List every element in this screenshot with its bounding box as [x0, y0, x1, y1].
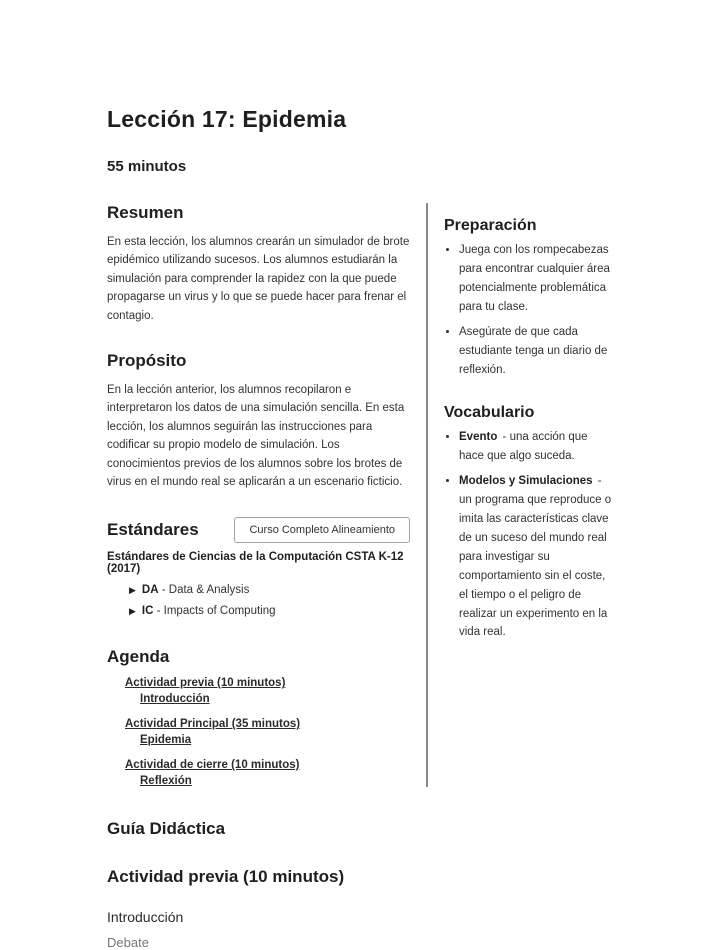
preparation-item: • Juega con los rompecabezas para encontrar cualquier área potencialmente problemática para tu clase.	[459, 241, 612, 317]
standards-heading: Estándares	[107, 520, 199, 540]
overview-section	[107, 203, 410, 325]
agenda-section	[107, 647, 410, 787]
vocabulary-term: Evento	[459, 430, 498, 443]
full-course-alignment-button[interactable]: Curso Completo Alineamiento	[234, 517, 410, 543]
triangle-right-icon: ▶	[129, 606, 136, 617]
agenda-item	[125, 718, 410, 746]
agenda-link-introduccion[interactable]: Introducción	[140, 693, 210, 706]
triangle-right-icon: ▶	[129, 585, 136, 596]
agenda-link-main-activity[interactable]: Actividad Principal (35 minutos)	[125, 718, 301, 731]
preparation-list	[444, 241, 612, 380]
standards-framework-label: Estándares de Ciencias de la Computación CSTA K-12 (2017)	[107, 551, 404, 576]
agenda-sub-item	[140, 734, 410, 746]
overview-heading: Resumen	[107, 203, 184, 222]
sidebar-column	[428, 203, 612, 787]
preparation-item: • Asegúrate de que cada estudiante tenga un diario de reflexión.	[459, 323, 612, 380]
agenda-heading: Agenda	[107, 647, 170, 667]
standard-label: - Data & Analysis	[161, 584, 250, 597]
clipped-text-line: Debate	[107, 935, 149, 950]
standards-section	[107, 517, 410, 617]
standards-header-row	[107, 517, 410, 543]
agenda-link-wrapup[interactable]: Actividad de cierre (10 minutos)	[125, 759, 300, 772]
vocabulary-list	[444, 428, 612, 643]
warmup-activity-heading: Actividad previa (10 minutos)	[107, 867, 345, 887]
standard-item-ic[interactable]	[129, 605, 410, 617]
agenda-link-reflexion[interactable]: Reflexión	[140, 775, 192, 788]
overview-body: En esta lección, los alumnos crearán un simulador de brote epidémico utilizando sucesos. Los alumnos estudiarán la simulación para comprender la rapidez con la que puede propagarse un virus y lo que se puede hacer para frenar el contagio.	[107, 236, 410, 322]
preparation-heading: Preparación	[444, 217, 537, 234]
standard-code: IC	[141, 605, 154, 618]
vocabulary-heading: Vocabulario	[444, 403, 535, 421]
warmup-subheading: Introducción	[107, 909, 184, 926]
lesson-duration: 55 minutos	[107, 158, 187, 175]
teaching-guide-section	[107, 819, 611, 950]
standard-item-da[interactable]	[129, 584, 410, 596]
agenda-sub-item	[140, 693, 410, 705]
vocabulary-item	[459, 472, 612, 643]
standard-label: - Impacts of Computing	[156, 605, 276, 618]
purpose-section	[107, 351, 410, 491]
agenda-link-epidemia[interactable]: Epidemia	[140, 734, 192, 747]
two-column-layout	[107, 203, 611, 787]
standard-code: DA	[141, 584, 159, 597]
vocabulary-term: Modelos y Simulaciones	[459, 474, 593, 487]
agenda-item	[125, 759, 410, 787]
vocabulary-item	[459, 428, 612, 466]
main-column	[107, 203, 426, 787]
teaching-guide-heading: Guía Didáctica	[107, 819, 226, 839]
vocabulary-definition: - una acción que hace que algo suceda.	[459, 430, 588, 462]
purpose-body: En la lección anterior, los alumnos recopilaron e interpretaron los datos de una simulación sencilla. En esta lección, los alumnos seguirán las instrucciones para codificar su propio modelo de simulación. Los conocimientos previos de los alumnos sobre los brotes de virus en el mundo real se aplicarán a un escenario ficticio.	[107, 383, 405, 488]
agenda-item	[125, 677, 410, 705]
page-title: Lección 17: Epidemia	[107, 106, 347, 132]
agenda-link-warmup[interactable]: Actividad previa (10 minutos)	[125, 677, 286, 690]
purpose-heading: Propósito	[107, 350, 187, 370]
agenda-sub-item	[140, 775, 410, 787]
vocabulary-definition: - un programa que reproduce o imita las características clave de un suceso del mundo real para investigar su comportamiento sin el coste, el tiempo o el peligro de realizar un experimento en la vida real.	[459, 474, 612, 639]
